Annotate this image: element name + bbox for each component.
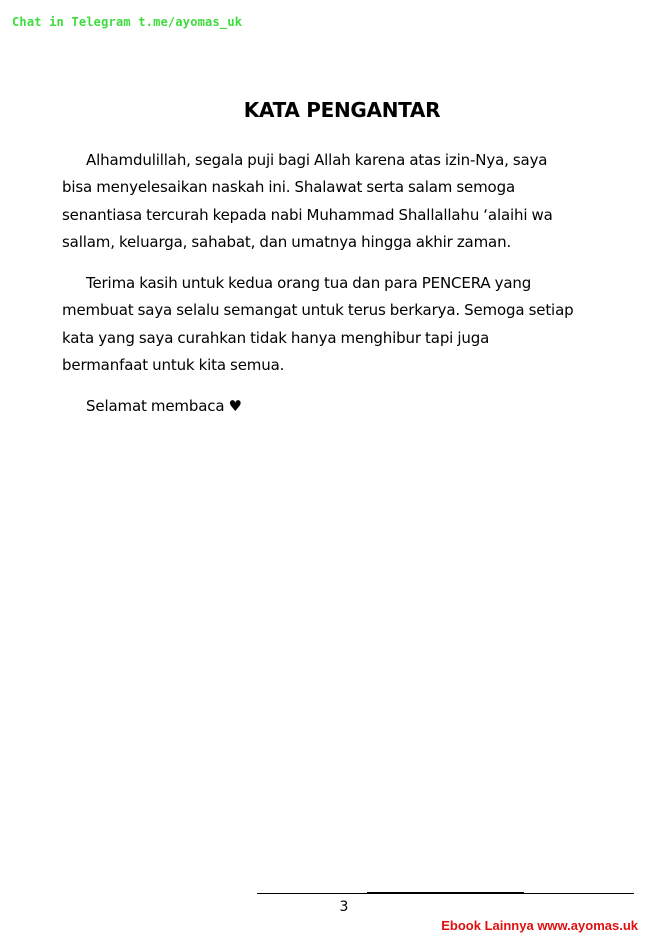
footer-rule [524,893,634,894]
text-line: sallam, keluarga, sahabat, dan umatnya hingga akhir zaman. [62,232,512,251]
paragraph-2 [62,270,622,379]
document-body [62,147,622,435]
text-line: membuat saya selalu semangat untuk terus berkarya. Semoga setiap [62,301,574,320]
ebook-watermark[interactable]: Ebook Lainnya www.ayomas.uk [441,918,638,933]
text-line: Terima kasih untuk kedua orang tua dan para PENCERA yang [86,274,532,293]
footer-rule [367,892,524,894]
text-line: senantiasa tercurah kepada nabi Muhammad Shallallahu ‘alaihi wa [62,205,553,224]
text-line: Alhamdulillah, segala puji bagi Allah karena atas izin-Nya, saya [86,151,548,169]
page-number: 3 [339,899,349,915]
text-line: Selamat membaca ♥ [86,397,242,416]
text-line: bisa menyelesaikan naskah ini. Shalawat serta salam semoga [62,178,515,197]
paragraph-3 [62,393,622,420]
telegram-watermark[interactable]: Chat in Telegram t.me/ayomas_uk [12,15,243,29]
text-line: bermanfaat untuk kita semua. [62,356,285,375]
text-line: kata yang saya curahkan tidak hanya menghibur tapi juga [62,328,490,347]
page-title: KATA PENGANTAR [243,98,441,122]
footer-rule [257,893,367,894]
paragraph-1 [62,147,622,256]
